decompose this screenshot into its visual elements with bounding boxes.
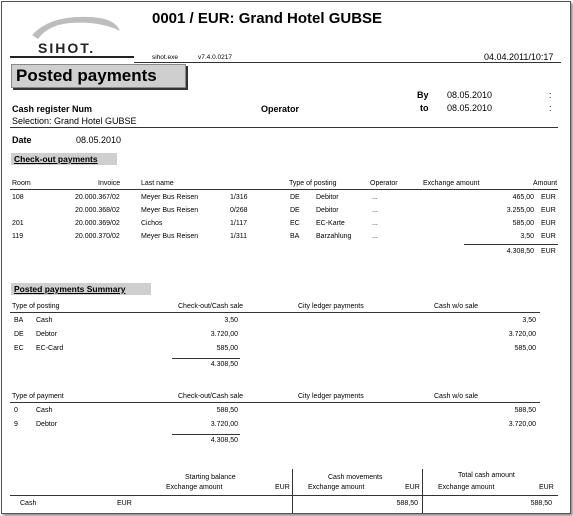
- checkout-section-title: Check-out payments: [11, 153, 117, 165]
- starting-exchange-label: Exchange amount: [166, 484, 223, 491]
- total-exchange-label: Exchange amount: [438, 484, 495, 491]
- payment-col-type: Type of payment: [12, 393, 64, 400]
- col-exchange-amount: Exchange amount: [423, 180, 480, 187]
- balance-row-label: Cash: [20, 500, 37, 507]
- row-invoice: 20.000.369/02: [75, 220, 120, 227]
- balance-header-divider: [10, 495, 558, 496]
- total-eur-label: EUR: [539, 484, 554, 491]
- payment-header-divider: [10, 402, 540, 403]
- checkout-total: 4.308,50: [506, 248, 534, 255]
- balance-divider-1: [292, 469, 293, 513]
- selection-divider: [10, 127, 558, 128]
- payment-checkout: 588,50: [216, 407, 238, 414]
- posting-name: EC-Card: [36, 345, 64, 352]
- sihot-logo-text: SIHOT.: [38, 40, 96, 56]
- date-value: 08.05.2010: [76, 135, 122, 145]
- row-invoice: 20.000.367/02: [75, 194, 120, 201]
- row-currency: EUR: [541, 194, 556, 201]
- payment-col-city-ledger: City ledger payments: [298, 393, 364, 400]
- payment-code: 9: [14, 421, 18, 428]
- report-header-title: 0001 / EUR: Grand Hotel GUBSE: [152, 10, 383, 27]
- checkout-total-line: [464, 244, 558, 245]
- payment-checkout: 3.720,00: [210, 421, 238, 428]
- payment-col-cash-wo: Cash w/o sale: [434, 393, 478, 400]
- balance-row-currency: EUR: [117, 500, 132, 507]
- col-type-posting: Type of posting: [289, 180, 337, 187]
- checkout-header-divider: [10, 189, 558, 190]
- row-type-code: DE: [290, 194, 300, 201]
- posting-total: 4.308,50: [210, 361, 238, 368]
- row-last-name: Meyer Bus Reisen: [141, 207, 199, 214]
- posting-col-cash-wo: Cash w/o sale: [434, 303, 478, 310]
- cash-register-label: Cash register Num: [12, 104, 93, 114]
- row-amount: 465,00: [512, 194, 534, 201]
- posting-name: Debtor: [36, 331, 58, 338]
- row-operator: ...: [372, 207, 378, 214]
- posting-cash-wo: 3.720,00: [508, 331, 536, 338]
- posting-header-divider: [10, 312, 540, 313]
- row-operator: ...: [372, 233, 378, 240]
- posting-col-type: Type of posting: [12, 303, 60, 310]
- to-date: 08.05.2010: [447, 103, 493, 113]
- row-operator: ...: [372, 220, 378, 227]
- logo-divider: [10, 56, 134, 58]
- row-invoice: 20.000.370/02: [75, 233, 120, 240]
- row-room: 108: [12, 194, 24, 201]
- col-operator: Operator: [370, 180, 398, 187]
- row-type: Debitor: [316, 194, 339, 201]
- selection-text: Selection: Grand Hotel GUBSE: [12, 116, 137, 126]
- payment-name: Debtor: [36, 421, 58, 428]
- by-colon: :: [549, 90, 552, 100]
- posting-cash-wo: 3,50: [522, 317, 536, 324]
- movements-exchange-label: Exchange amount: [308, 484, 365, 491]
- posting-code: BA: [14, 317, 24, 324]
- print-timestamp: 04.04.2011/10:17: [484, 52, 554, 62]
- total-cash-value: 588,50: [530, 500, 552, 507]
- posting-cash-wo: 585,00: [514, 345, 536, 352]
- sihot-logo-swoosh: [30, 13, 122, 41]
- row-type: Barzahlung: [316, 233, 352, 240]
- row-invoice: 20.000.368/02: [75, 207, 120, 214]
- by-date: 08.05.2010: [447, 90, 493, 100]
- row-amount: 3.255,00: [506, 207, 534, 214]
- row-amount: 3,50: [520, 233, 534, 240]
- col-room: Room: [12, 180, 31, 187]
- summary-section-title: Posted payments Summary: [11, 283, 151, 295]
- starting-balance-label: Starting balance: [185, 474, 236, 481]
- row-room: 201: [12, 220, 24, 227]
- payment-code: 0: [14, 407, 18, 414]
- posting-col-checkout: Check-out/Cash sale: [178, 303, 243, 310]
- row-type: Debitor: [316, 207, 339, 214]
- program-name: sihot.exe: [152, 54, 179, 61]
- payment-total: 4.308,50: [210, 437, 238, 444]
- checkout-total-currency: EUR: [541, 248, 556, 255]
- program-version: v7.4.0.0217: [198, 54, 232, 61]
- starting-eur-label: EUR: [275, 484, 290, 491]
- payment-cash-wo: 588,50: [514, 407, 536, 414]
- row-ref: 0/268: [230, 207, 248, 214]
- row-last-name: Meyer Bus Reisen: [141, 194, 199, 201]
- posting-code: DE: [14, 331, 24, 338]
- movements-eur-label: EUR: [405, 484, 420, 491]
- row-ref: 1/117: [230, 220, 247, 227]
- payment-cash-wo: 3.720,00: [508, 421, 536, 428]
- row-last-name: Meyer Bus Reisen: [141, 233, 199, 240]
- date-label: Date: [12, 135, 32, 145]
- col-amount: Amount: [533, 180, 558, 187]
- operator-label: Operator: [261, 104, 300, 114]
- posting-col-city-ledger: City ledger payments: [298, 303, 364, 310]
- row-currency: EUR: [541, 207, 556, 214]
- row-type-code: EC: [290, 220, 300, 227]
- posting-checkout: 585,00: [216, 345, 238, 352]
- report-page: [1, 1, 571, 514]
- posting-checkout: 3.720,00: [210, 331, 238, 338]
- col-last-name: Last name: [141, 180, 174, 187]
- posting-name: Cash: [36, 317, 53, 324]
- to-label: to: [420, 103, 429, 113]
- by-label: By: [417, 90, 429, 100]
- total-cash-amount-label: Total cash amount: [458, 472, 515, 479]
- row-operator: ...: [372, 194, 378, 201]
- payment-total-line: [172, 434, 240, 435]
- header-divider: [134, 62, 561, 63]
- row-ref: 1/316: [230, 194, 248, 201]
- payment-col-checkout: Check-out/Cash sale: [178, 393, 243, 400]
- row-last-name: Cichos: [141, 220, 163, 227]
- row-type: EC-Karte: [316, 220, 345, 227]
- posting-checkout: 3,50: [224, 317, 238, 324]
- row-currency: EUR: [541, 220, 556, 227]
- col-invoice: Invoice: [98, 180, 121, 187]
- payment-name: Cash: [36, 407, 53, 414]
- row-type-code: DE: [290, 207, 300, 214]
- to-colon: :: [549, 103, 552, 113]
- posting-code: EC: [14, 345, 24, 352]
- row-currency: EUR: [541, 233, 556, 240]
- report-title: Posted payments: [11, 64, 186, 88]
- row-room: 119: [12, 233, 24, 240]
- balance-divider-2: [422, 469, 423, 513]
- posting-total-line: [172, 358, 240, 359]
- row-amount: 585,00: [512, 220, 534, 227]
- row-ref: 1/311: [230, 233, 247, 240]
- cash-movements-label: Cash movements: [328, 474, 383, 481]
- cash-movements-value: 588,50: [396, 500, 418, 507]
- row-type-code: BA: [290, 233, 300, 240]
